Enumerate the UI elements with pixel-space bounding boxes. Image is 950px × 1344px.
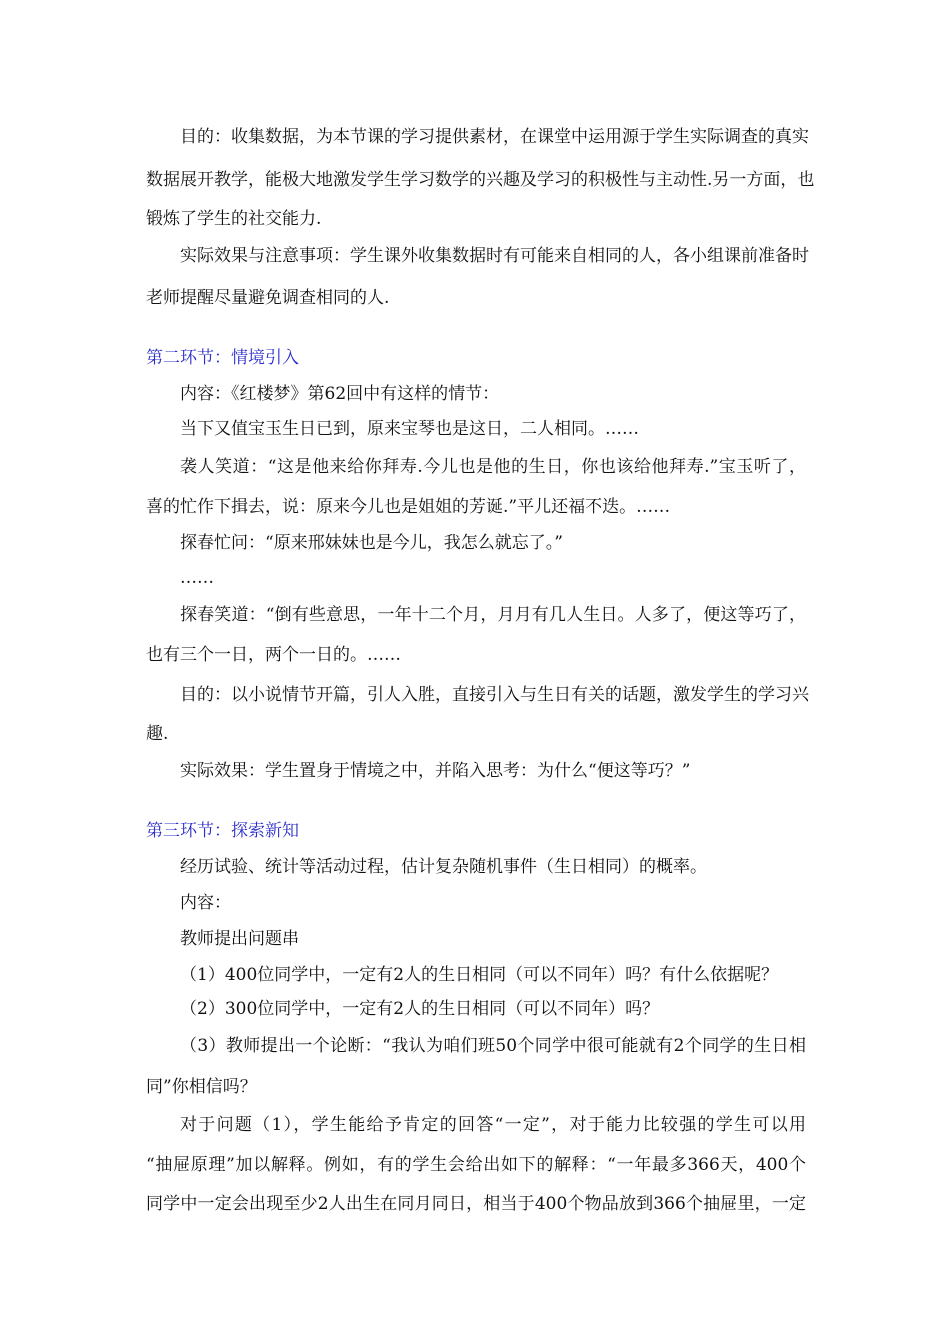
paragraph-line: 当下又值宝玉生日已到，原来宝琴也是这日，二人相同。…… — [180, 419, 639, 439]
section-heading: 第三环节：探索新知 — [146, 821, 299, 841]
paragraph-line: 目的：收集数据，为本节课的学习提供素材，在课堂中运用源于学生实际调查的真实 — [180, 127, 809, 147]
paragraph-line: 实际效果：学生置身于情境之中，并陷入思考：为什么“便这等巧？” — [180, 761, 691, 781]
paragraph-line: 实际效果与注意事项：学生课外收集数据时有可能来自相同的人，各小组课前准备时 — [180, 246, 809, 266]
paragraph-line: 对于问题（1），学生能给予肯定的回答“一定”，对于能力比较强的学生可以用 — [180, 1115, 806, 1135]
paragraph-line: 老师提醒尽量避免调查相同的人. — [146, 288, 390, 308]
paragraph-line: 经历试验、统计等活动过程，估计复杂随机事件（生日相同）的概率。 — [180, 857, 707, 877]
paragraph-line: 袭人笑道：“这是他来给你拜寿.今儿也是他的生日，你也该给他拜寿.”宝玉听了， — [180, 457, 806, 477]
paragraph-line: 也有三个一日，两个一日的。…… — [146, 645, 401, 665]
paragraph-line: 内容：《红楼梦》第62回中有这样的情节： — [180, 384, 500, 404]
paragraph-line: 探春笑道：“倒有些意思，一年十二个月，月月有几人生日。人多了，便这等巧了， — [180, 605, 806, 625]
question-item: （3）教师提出一个论断：“我认为咱们班50个同学中很可能就有2个同学的生日相 — [180, 1036, 806, 1056]
paragraph-line: 锻炼了学生的社交能力. — [146, 209, 322, 229]
paragraph-line: “抽屉原理”加以解释。例如，有的学生会给出如下的解释：“一年最多366天，400个 — [146, 1155, 806, 1175]
paragraph-line: 数据展开教学，能极大地激发学生学习数学的兴趣及学习的积极性与主动性.另一方面，也 — [146, 170, 815, 190]
paragraph-line: 教师提出问题串 — [180, 929, 299, 949]
paragraph-line: 同”你相信吗？ — [146, 1077, 257, 1097]
question-item: （1）400位同学中，一定有2人的生日相同（可以不同年）吗？有什么依据呢？ — [180, 965, 779, 985]
section-heading: 第二环节：情境引入 — [146, 348, 299, 368]
paragraph-line: 探春忙问：“原来邢妹妹也是今儿，我怎么就忘了。” — [180, 533, 563, 553]
paragraph-line: 趣. — [146, 724, 169, 744]
paragraph-line: 目的：以小说情节开篇，引人入胜，直接引入与生日有关的话题，激发学生的学习兴 — [180, 685, 809, 705]
paragraph-line: …… — [180, 568, 214, 588]
paragraph-line: 同学中一定会出现至少2人出生在同月同日，相当于400个物品放到366个抽屉里，一定 — [146, 1194, 806, 1214]
paragraph-line: 内容： — [180, 893, 231, 913]
question-item: （2）300位同学中，一定有2人的生日相同（可以不同年）吗？ — [180, 999, 660, 1019]
paragraph-line: 喜的忙作下揖去，说：原来今儿也是姐姐的芳诞.”平儿还福不迭。…… — [146, 497, 671, 517]
